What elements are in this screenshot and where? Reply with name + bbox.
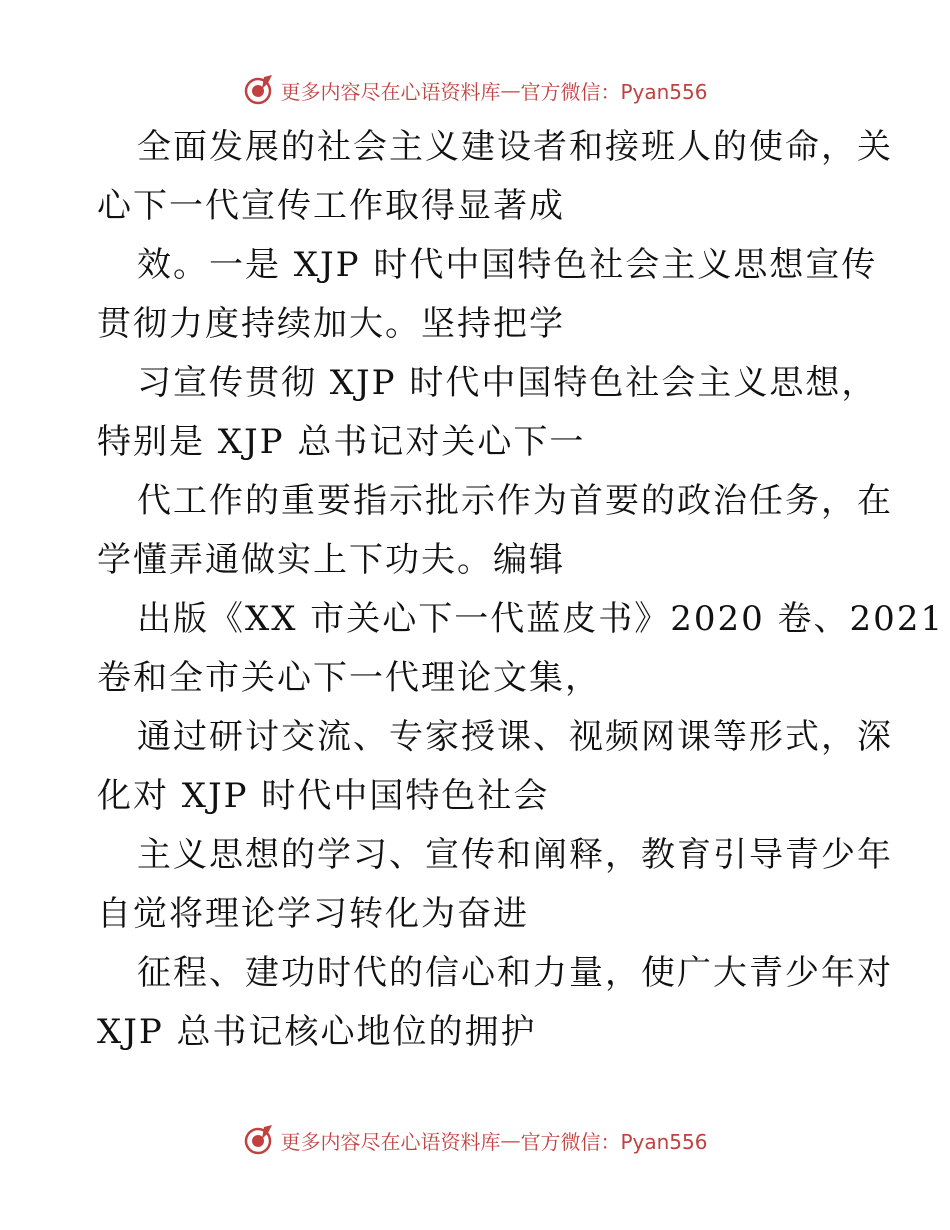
- paragraph-line: 特别是 XJP 总书记对关心下一: [97, 422, 586, 462]
- paragraph-line: XJP 总书记核心地位的拥护: [97, 1012, 537, 1052]
- footer-contact-text: 官方微信：Pyan556: [520, 1129, 708, 1154]
- document-body: [97, 118, 945, 1062]
- paragraph-line: 贯彻力度持续加大。坚持把学: [97, 304, 565, 344]
- header-separator: —: [500, 78, 521, 102]
- footer-watermark: [0, 1120, 950, 1160]
- paragraph-line: 全面发展的社会主义建设者和接班人的使命，关: [137, 127, 893, 167]
- quill-logo-icon: [242, 1123, 276, 1157]
- paragraph-line: 出版《XX 市关心下一代蓝皮书》2020 卷、2021: [137, 599, 945, 639]
- footer-brand-text: 更多内容尽在心语资料库: [280, 1129, 501, 1154]
- paragraph-line: 征程、建功时代的信心和力量，使广大青少年对: [137, 953, 893, 993]
- paragraph-line: 心下一代宣传工作取得显著成: [97, 186, 565, 226]
- paragraph-line: 代工作的重要指示批示作为首要的政治任务，在: [137, 481, 893, 521]
- header-brand-text: 更多内容尽在心语资料库: [280, 79, 501, 104]
- header-contact-text: 官方微信：Pyan556: [520, 79, 708, 104]
- paragraph-line: 卷和全市关心下一代理论文集，: [97, 658, 601, 698]
- paragraph-line: 主义思想的学习、宣传和阐释，教育引导青少年: [137, 835, 893, 875]
- paragraph-line: 习宣传贯彻 XJP 时代中国特色社会主义思想，: [137, 363, 878, 403]
- paragraph-line: 学懂弄通做实上下功夫。编辑: [97, 540, 565, 580]
- quill-logo-icon: [242, 73, 276, 107]
- paragraph-line: 通过研讨交流、专家授课、视频网课等形式，深: [137, 717, 893, 757]
- footer-separator: —: [500, 1128, 521, 1152]
- paragraph-line: 效。一是 XJP 时代中国特色社会主义思想宣传: [137, 245, 878, 285]
- header-watermark: [0, 70, 950, 110]
- paragraph-line: 化对 XJP 时代中国特色社会: [97, 776, 550, 816]
- paragraph-line: 自觉将理论学习转化为奋进: [97, 894, 529, 934]
